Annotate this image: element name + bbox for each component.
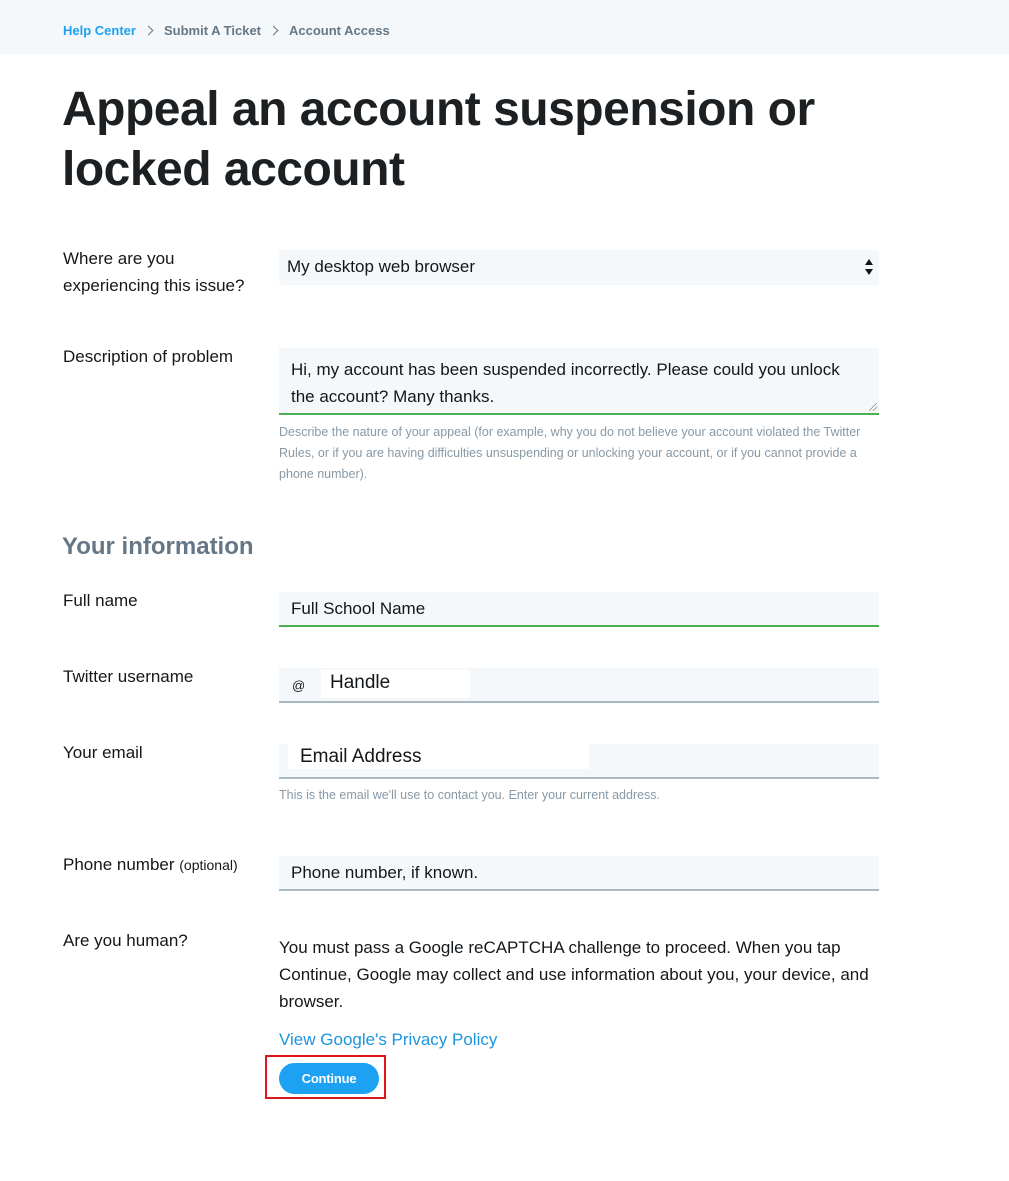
description-textarea[interactable] — [279, 348, 879, 415]
platform-select-value: My desktop web browser — [287, 257, 476, 276]
username-label: Twitter username — [63, 667, 194, 686]
continue-button[interactable]: Continue — [279, 1063, 379, 1094]
breadcrumb-account-access: Account Access — [289, 23, 390, 38]
captcha-label: Are you human? — [63, 931, 188, 950]
platform-label: Where are you experiencing this issue? — [63, 249, 245, 295]
full-name-input[interactable] — [279, 592, 879, 627]
email-label: Your email — [63, 743, 143, 762]
phone-value: Phone number, if known. — [291, 863, 479, 882]
breadcrumb-help-center[interactable]: Help Center — [63, 23, 136, 38]
breadcrumb — [63, 23, 390, 38]
full-name-value: Full School Name — [291, 599, 426, 618]
description-label: Description of problem — [63, 347, 234, 366]
google-privacy-policy-link[interactable]: View Google's Privacy Policy — [279, 1030, 498, 1049]
phone-optional-text: (optional) — [179, 857, 238, 873]
chevron-right-icon — [144, 26, 154, 36]
phone-label — [63, 851, 273, 879]
section-title-your-information: Your information — [62, 533, 254, 560]
select-arrows-icon — [864, 259, 874, 277]
username-value: Handle — [321, 670, 470, 698]
description-textarea-value: Hi, my account has been suspended incorrectly. Please could you unlock the account? Many thanks. — [291, 360, 840, 406]
phone-label-text: Phone number — [63, 855, 175, 874]
resize-grip-icon[interactable] — [869, 403, 877, 411]
captcha-notice: You must pass a Google reCAPTCHA challenge to proceed. When you tap Continue, Google may collect and use information about you, your device, and browser. — [279, 938, 869, 1011]
at-sign-prefix: @ — [292, 678, 306, 693]
page-title: Appeal an account suspension or locked account — [62, 83, 815, 196]
username-input[interactable] — [279, 668, 879, 703]
description-help-text: Describe the nature of your appeal (for example, why you do not believe your account violated the Twitter Rules, or if you are having difficulties unsuspending or unlocking your account, or if you cannot provide a phone number). — [279, 425, 861, 481]
top-bar — [0, 0, 1009, 54]
platform-select[interactable] — [279, 250, 879, 285]
breadcrumb-submit-ticket[interactable]: Submit A Ticket — [163, 23, 262, 38]
phone-input[interactable] — [279, 856, 879, 891]
chevron-right-icon — [269, 26, 279, 36]
full-name-label: Full name — [63, 591, 138, 610]
email-input[interactable] — [279, 744, 879, 779]
email-help-text: This is the email we'll use to contact you. Enter your current address. — [279, 788, 661, 802]
email-value: Email Address — [288, 744, 589, 769]
